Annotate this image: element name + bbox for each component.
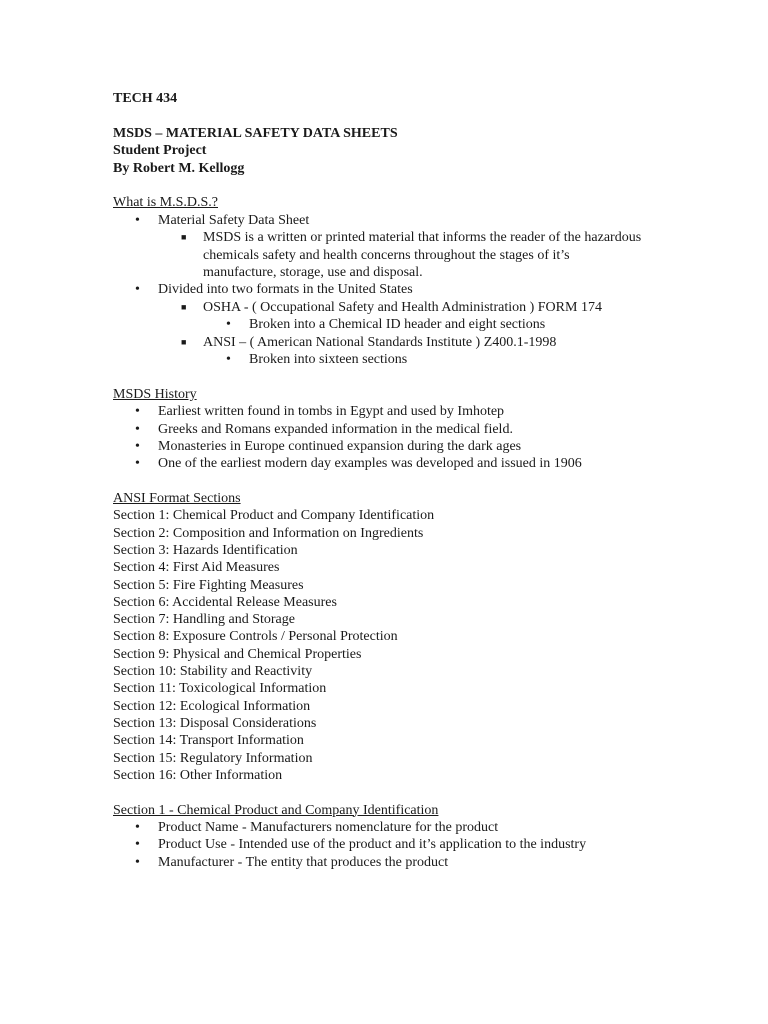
- list-item: [113, 836, 713, 853]
- square-bullet-icon: ■: [181, 232, 187, 243]
- section-heading-what-is: What is M.S.D.S.?: [113, 195, 218, 211]
- section-heading-history: MSDS History: [113, 386, 197, 402]
- section-line: Section 4: First Aid Measures: [113, 560, 280, 576]
- sub-list-item-text: OSHA - ( Occupational Safety and Health Administration ) FORM 174: [203, 299, 602, 315]
- section-line: Section 14: Transport Information: [113, 733, 304, 749]
- course-code: TECH 434: [113, 91, 178, 106]
- spacer: [113, 784, 713, 801]
- section-line: Section 3: Hazards Identification: [113, 542, 298, 558]
- bullet-icon: •: [135, 438, 140, 454]
- section-line: Section 15: Regulatory Information: [113, 750, 313, 766]
- sub-sub-list-item-text: Broken into sixteen sections: [249, 351, 408, 367]
- document-title: MSDS – MATERIAL SAFETY DATA SHEETS: [113, 125, 398, 141]
- bullet-icon: •: [135, 282, 140, 298]
- list-item-text: Greeks and Romans expanded information in the medical field.: [158, 421, 513, 437]
- square-bullet-icon: ■: [181, 336, 187, 347]
- section-line: Section 13: Disposal Considerations: [113, 715, 317, 731]
- spacer: [113, 368, 713, 385]
- bullet-icon: •: [135, 819, 140, 835]
- list-item-text: Product Use - Intended use of the product and it’s application to the industry: [158, 837, 587, 853]
- square-bullet-icon: ■: [181, 301, 187, 312]
- list-item: [113, 854, 713, 871]
- section-heading-ansi: ANSI Format Sections: [113, 491, 241, 507]
- bullet-icon: •: [135, 854, 140, 870]
- section-line: Section 10: Stability and Reactivity: [113, 664, 313, 680]
- bullet-icon: •: [226, 317, 231, 333]
- list-item: [113, 455, 713, 472]
- ansi-sections-list: [113, 490, 713, 784]
- section-line: Section 12: Ecological Information: [113, 698, 311, 714]
- bullet-icon: •: [135, 421, 140, 437]
- document-subtitle: Student Project: [113, 143, 207, 159]
- section-line: Section 2: Composition and Information on Ingredients: [113, 525, 424, 541]
- list-item: [113, 212, 713, 229]
- bullet-icon: •: [226, 351, 231, 367]
- sub-list-item-text: MSDS is a written or printed material that informs the reader of the hazardous chemicals safety and health concerns throughout the stages of it’s manufacture, storage, use and disposal.: [203, 230, 642, 280]
- section-line: Section 9: Physical and Chemical Properties: [113, 646, 362, 662]
- list-item: [113, 438, 713, 455]
- sub-sub-list-item: [113, 351, 713, 368]
- sub-list-item: [113, 334, 643, 351]
- bullet-icon: •: [135, 212, 140, 228]
- section-line: Section 5: Fire Fighting Measures: [113, 577, 304, 593]
- list-item-text: Monasteries in Europe continued expansion during the dark ages: [158, 438, 522, 454]
- list-item: [113, 819, 713, 836]
- list-item-text: Earliest written found in tombs in Egypt and used by Imhotep: [158, 404, 505, 420]
- bullet-icon: •: [135, 456, 140, 472]
- list-item: [113, 421, 713, 438]
- document-author: By Robert M. Kellogg: [113, 160, 245, 176]
- sub-list-item-text: ANSI – ( American National Standards Institute ) Z400.1-1998: [203, 334, 557, 350]
- list-item-text: Manufacturer - The entity that produces the product: [158, 854, 449, 870]
- list-item-text: Material Safety Data Sheet: [158, 212, 310, 228]
- bullet-icon: •: [135, 404, 140, 420]
- section-line: Section 1: Chemical Product and Company Identification: [113, 508, 435, 524]
- bullet-icon: •: [135, 837, 140, 853]
- list-item-text: Divided into two formats in the United States: [158, 282, 413, 298]
- sub-sub-list-item-text: Broken into a Chemical ID header and eight sections: [249, 317, 546, 333]
- section-line: Section 6: Accidental Release Measures: [113, 594, 337, 610]
- section-line: Section 7: Handling and Storage: [113, 612, 295, 628]
- list-item-text: Product Name - Manufacturers nomenclature for the product: [158, 819, 499, 835]
- section-line: Section 8: Exposure Controls / Personal Protection: [113, 629, 398, 645]
- section-line: Section 16: Other Information: [113, 767, 283, 783]
- section-line: Section 11: Toxicological Information: [113, 681, 327, 697]
- document-page: [113, 90, 713, 871]
- spacer: [113, 177, 713, 194]
- list-item: [113, 403, 713, 420]
- section-heading-section1: Section 1 - Chemical Product and Company Identification: [113, 802, 439, 818]
- sub-list-item: [113, 299, 643, 316]
- sub-list-item: [113, 229, 643, 281]
- sub-sub-list-item: [113, 316, 713, 333]
- spacer: [113, 473, 713, 490]
- list-item-text: One of the earliest modern day examples was developed and issued in 1906: [158, 456, 582, 472]
- list-item: [113, 281, 713, 298]
